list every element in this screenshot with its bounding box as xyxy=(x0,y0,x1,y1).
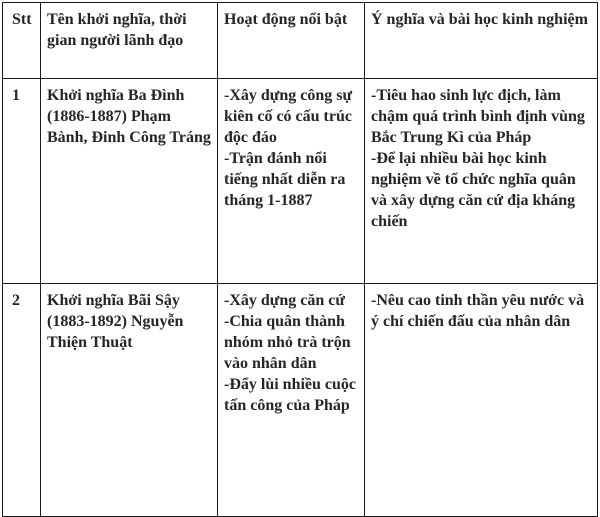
meaning-item: -Để lại nhiều bài học kinh nghiệm về tổ chức nghĩa quân và xây dựng căn cứ địa kháng chiến xyxy=(371,150,576,230)
header-stt: Stt xyxy=(3,3,41,79)
activity-item: -Xây dựng căn cứ xyxy=(224,292,345,309)
meaning-item: -Tiêu hao sinh lực địch, làm chậm quá trình bình định vùng Bắc Trung Kì của Pháp xyxy=(371,87,585,146)
activity-item: -Trận đánh nổi tiếng nhất diễn ra tháng 1-1887 xyxy=(224,150,346,209)
activity-item: -Chia quân thành nhóm nhỏ trà trộn vào nhân dân xyxy=(224,313,351,372)
header-activities: Hoạt động nổi bật xyxy=(218,3,365,79)
activity-item: -Đẩy lùi nhiều cuộc tấn công của Pháp xyxy=(224,376,357,414)
table-row xyxy=(3,284,598,517)
table-header-row xyxy=(3,3,598,79)
meaning-cell xyxy=(365,79,598,284)
meaning-cell xyxy=(365,284,598,517)
table-row xyxy=(3,79,598,284)
header-meaning: Ý nghĩa và bài học kinh nghiệm xyxy=(365,3,598,79)
uprising-name: Khởi nghĩa Ba Đình (1886-1887) Phạm Bành, Đinh Công Tráng xyxy=(41,79,218,284)
uprising-name: Khởi nghĩa Bãi Sậy (1883-1892) Nguyễn Thiện Thuật xyxy=(41,284,218,517)
activities-cell xyxy=(218,284,365,517)
history-table xyxy=(2,2,598,517)
activity-item: -Xây dựng công sự kiên cố có cấu trúc độc đáo xyxy=(224,87,353,146)
row-stt: 1 xyxy=(3,79,41,284)
meaning-item: -Nêu cao tinh thần yêu nước và ý chí chiến đấu của nhân dân xyxy=(371,292,585,330)
activities-cell xyxy=(218,79,365,284)
header-name: Tên khởi nghĩa, thời gian người lãnh đạo xyxy=(41,3,218,79)
row-stt: 2 xyxy=(3,284,41,517)
